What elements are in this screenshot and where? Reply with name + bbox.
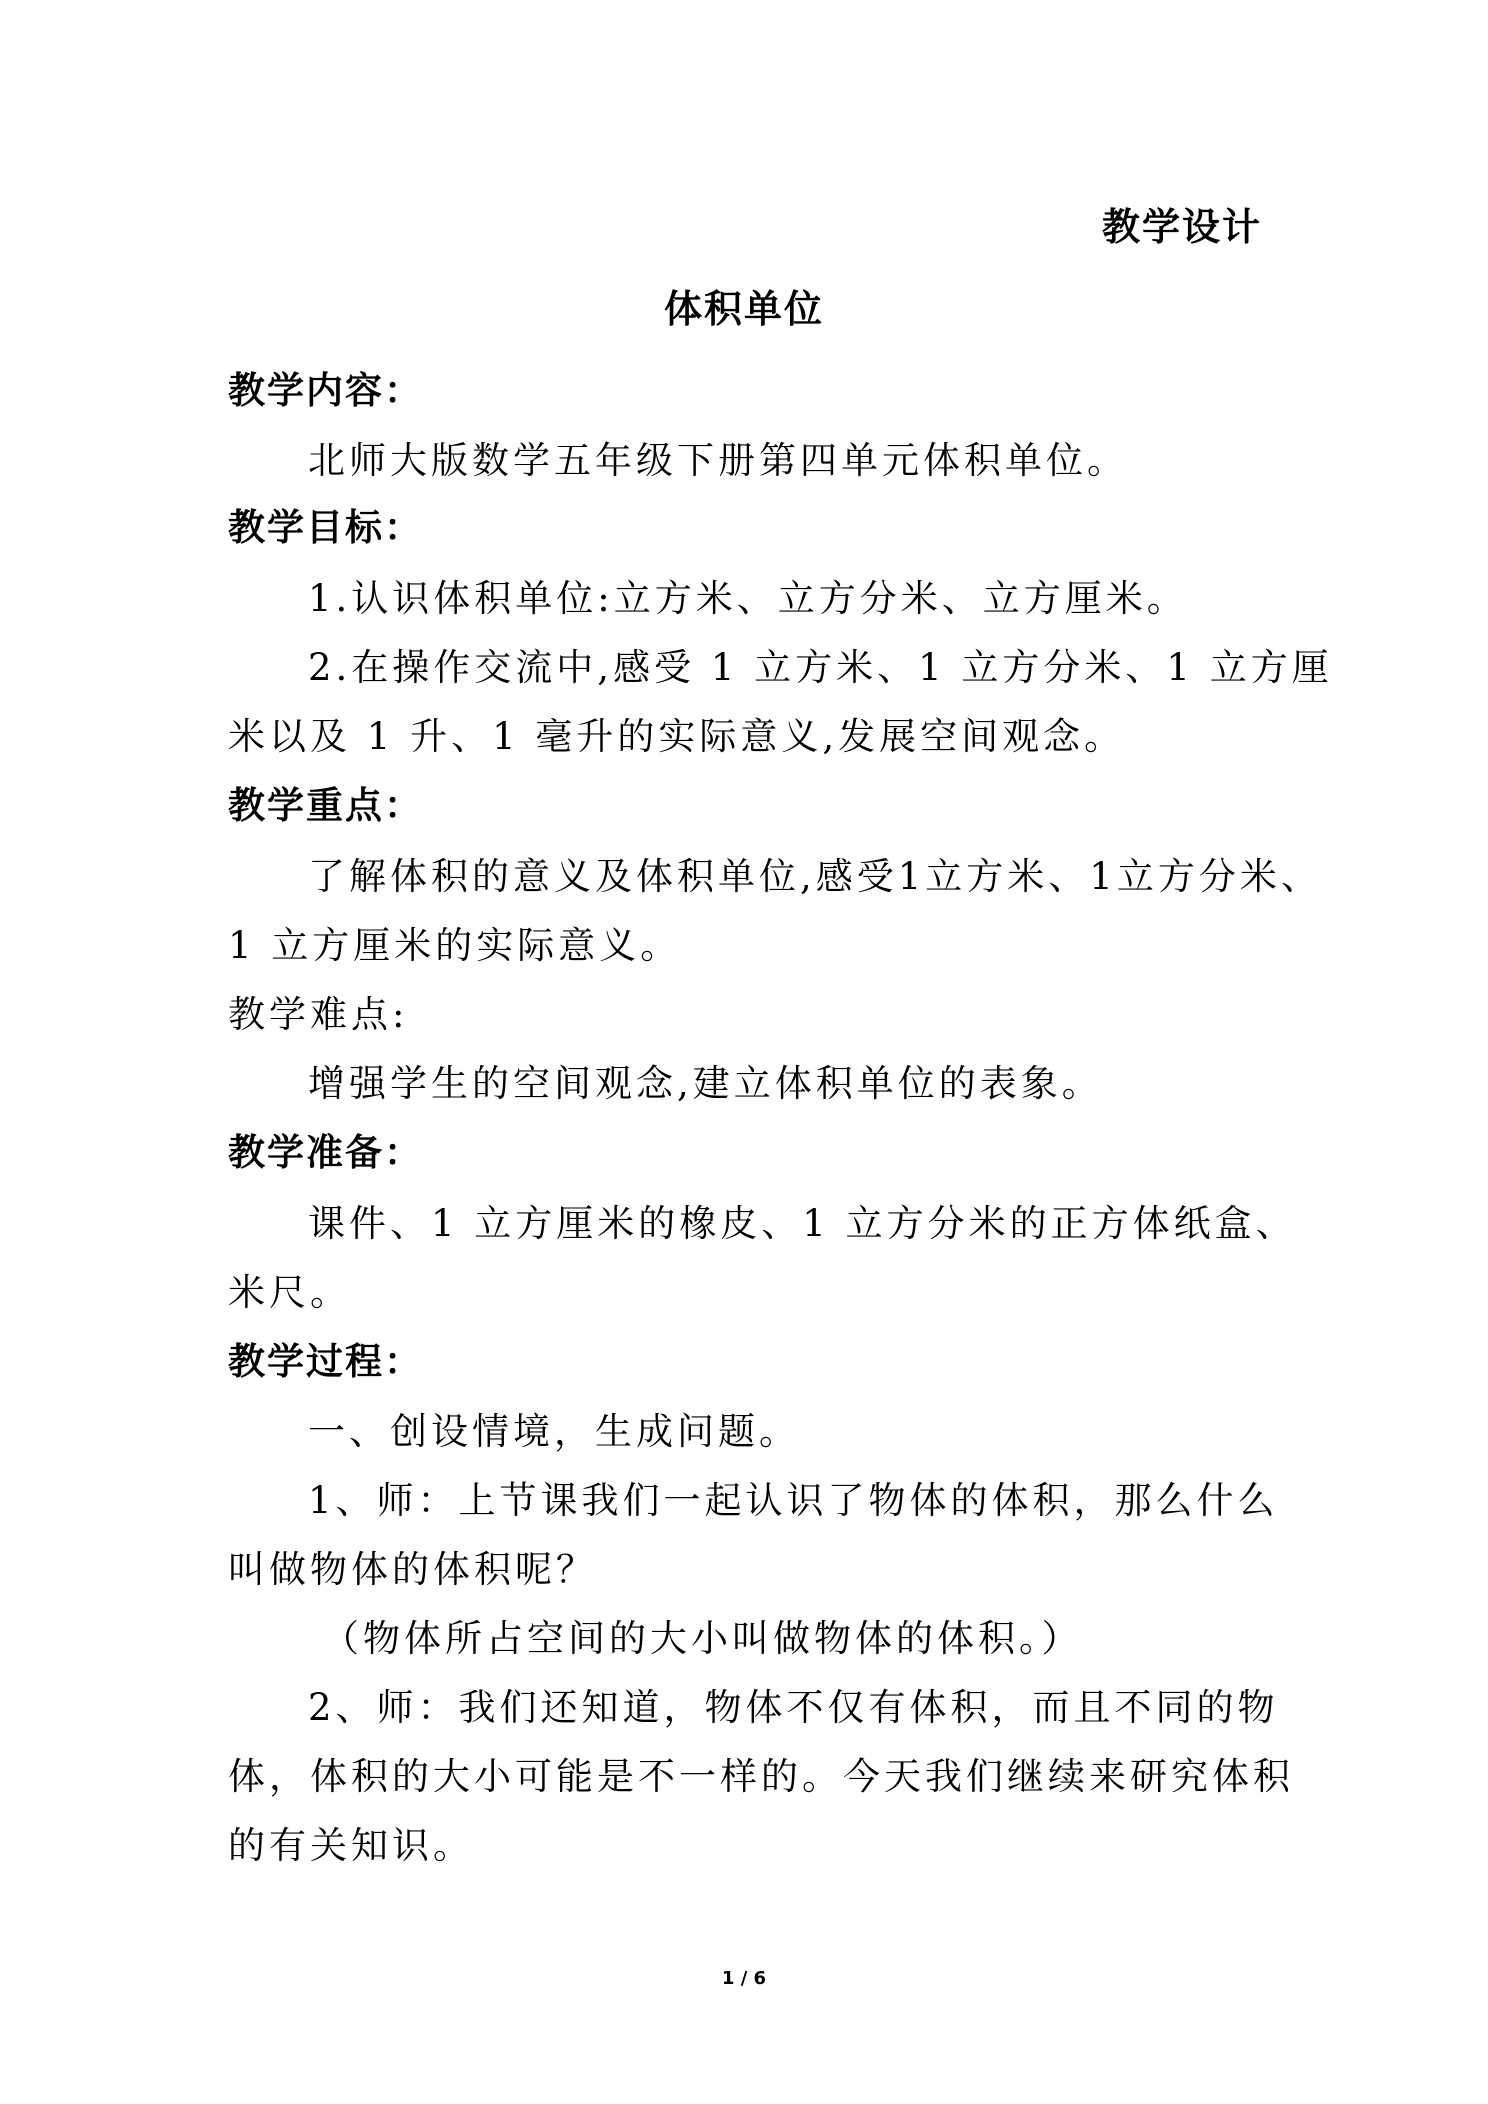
- process-2-line-2: 体，体积的大小可能是不一样的。今天我们继续来研究体积: [228, 1755, 1294, 1798]
- preparation-line-2: 米尺。: [228, 1271, 351, 1314]
- goal-2-line-2: 米以及 1 升、1 毫升的实际意义,发展空间观念。: [228, 715, 1126, 758]
- process-2-line-3: 的有关知识。: [228, 1824, 474, 1867]
- preparation-line-1: 课件、1 立方厘米的橡皮、1 立方分米的正方体纸盒、: [308, 1202, 1297, 1245]
- goals-heading: 教学目标：: [228, 506, 423, 549]
- difficulty-text: 增强学生的空间观念,建立体积单位的表象。: [308, 1062, 1103, 1105]
- content-text: 北师大版数学五年级下册第四单元体积单位。: [308, 439, 1128, 482]
- key-points-heading: 教学重点：: [228, 784, 423, 827]
- difficulty-heading: 教学难点:: [228, 993, 409, 1036]
- page-number: 1 / 6: [721, 1968, 767, 1989]
- document-title: 体积单位: [663, 287, 824, 331]
- process-step-1: 一、创设情境，生成问题。: [308, 1410, 800, 1453]
- process-2-line-1: 2、师：我们还知道，物体不仅有体积，而且不同的物: [308, 1686, 1279, 1729]
- key-points-line-1: 了解体积的意义及体积单位,感受1立方米、1立方分米、: [308, 855, 1322, 898]
- process-heading: 教学过程：: [228, 1340, 423, 1383]
- key-points-line-2: 1 立方厘米的实际意义。: [228, 924, 682, 967]
- process-1-line-1: 1、师：上节课我们一起认识了物体的体积，那么什么: [308, 1479, 1279, 1522]
- process-1-line-2: 叫做物体的体积呢？: [228, 1548, 597, 1591]
- goal-1: 1.认识体积单位:立方米、立方分米、立方厘米。: [308, 577, 1188, 620]
- goal-2-line-1: 2.在操作交流中,感受 1 立方米、1 立方分米、1 立方厘: [308, 646, 1333, 689]
- preparation-heading: 教学准备：: [228, 1131, 423, 1174]
- content-heading: 教学内容：: [228, 369, 423, 412]
- document-type-label: 教学设计: [1101, 205, 1262, 249]
- process-1-answer: （物体所占空间的大小叫做物体的体积。）: [322, 1617, 1083, 1660]
